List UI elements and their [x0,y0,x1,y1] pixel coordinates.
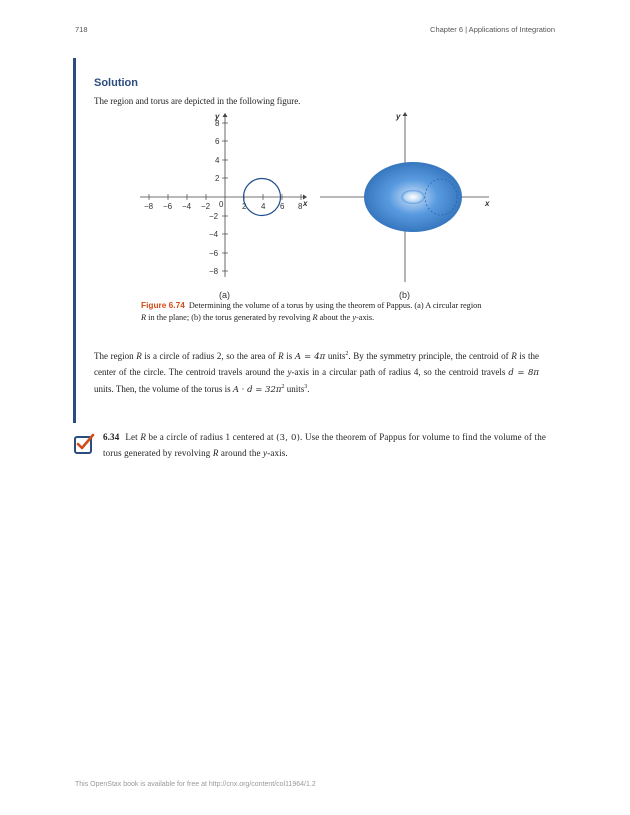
x-tick-label: −6 [163,202,173,211]
caption-text: about the [317,312,353,322]
y-axis-arrow [223,113,228,117]
body-text: units. Then, the volume of the torus is [94,384,233,394]
figure-label: Figure 6.74 [141,300,185,310]
x-axis-label-b: x [485,199,490,208]
caption-variable: y [352,312,356,322]
checkpoint-body: Let [125,432,141,442]
panel-b-label: (b) [399,290,410,300]
solution-intro: The region and torus are depicted in the following figure. [94,96,301,106]
body-variable: y [287,366,292,377]
body-text: is the center of the circle. The centroid travels around the [94,351,539,377]
y-tick-label: −8 [209,267,219,276]
checkpoint-icon [74,433,96,455]
panel-b-torus [320,112,490,300]
checkpoint-body: -axis. [267,447,288,458]
body-variable: R [278,351,284,361]
caption-text: -axis. [356,312,375,322]
y-tick-label: −6 [209,249,219,258]
superscript: 3 [304,384,308,390]
checkpoint-body: be a circle of radius 1 centered at [145,432,277,442]
x-tick-label: 8 [298,202,303,211]
x-tick-label: 4 [261,202,266,211]
x-tick-label: −4 [182,202,192,211]
body-text: The region [94,351,137,361]
body-text: is [283,351,295,361]
x-tick-label: −8 [144,202,154,211]
body-text: . By the symmetry principle, the centroid of [348,351,512,361]
x-axis-label: x [303,199,308,208]
x-tick-label: −2 [201,202,211,211]
origin-label: 0 [219,200,224,209]
body-text: units [284,384,305,394]
y-tick-label: 2 [215,174,220,183]
y-axis-label-b: y [396,112,401,121]
y-tick-label: 8 [215,119,220,128]
panel-a-graph [140,112,308,300]
caption-variable: R [141,312,147,322]
body-text: -axis in a circular path of radius 4, so the centroid travels [291,366,509,377]
caption-text: Determining the volume of a torus by using the theorem of Pappus. (a) A circular region [188,301,482,310]
distance-formula: d = 8π [508,367,540,378]
y-tick-label: −2 [209,212,219,221]
superscript: 2 [345,351,349,357]
volume-formula: A · d = 32π [232,385,282,395]
figure-6-74 [135,110,505,302]
y-tick-label: 4 [215,156,220,165]
checkpoint-variable: R [212,447,219,458]
area-formula: A = 4π [294,352,326,362]
caption-text: in the plane; (b) the torus generated by revolving [146,312,313,322]
superscript: 2 [281,384,285,390]
chapter-header: Chapter 6 | Applications of Integration [430,25,555,34]
body-variable: R [511,351,517,361]
page-number: 718 [75,25,88,34]
body-text: units [325,351,346,361]
solution-title: Solution [94,77,138,89]
checkpoint-text [103,430,546,460]
checkpoint-number: 6.34 [103,432,120,442]
y-axis-label: y [215,112,220,121]
footer-note: This OpenStax book is available for free at http://cnx.org/content/col11964/1.2 [75,781,316,788]
solution-body [94,347,539,398]
x-tick-label: 6 [280,202,285,211]
checkpoint-body: . Use the theorem of Pappus for volume to find the volume of the torus generated by revolving [103,432,546,458]
center-point: (3, 0) [276,433,301,443]
body-variable: R [136,351,142,361]
y-tick-label: −4 [209,230,219,239]
y-axis-arrow-b [403,112,408,116]
body-text: . [307,384,310,394]
checkpoint-body: around the [218,447,264,458]
y-tick-label: 6 [215,137,220,146]
solution-sidebar-bar [73,58,76,423]
torus-hole [401,190,425,204]
panel-a-label: (a) [219,290,230,300]
x-tick-label: 2 [242,202,247,211]
body-text: is a circle of radius 2, so the area of [141,351,279,361]
checkpoint-variable: R [140,432,146,442]
checkpoint-variable: y [263,447,268,458]
caption-variable: R [312,312,318,322]
figure-caption [141,300,486,323]
